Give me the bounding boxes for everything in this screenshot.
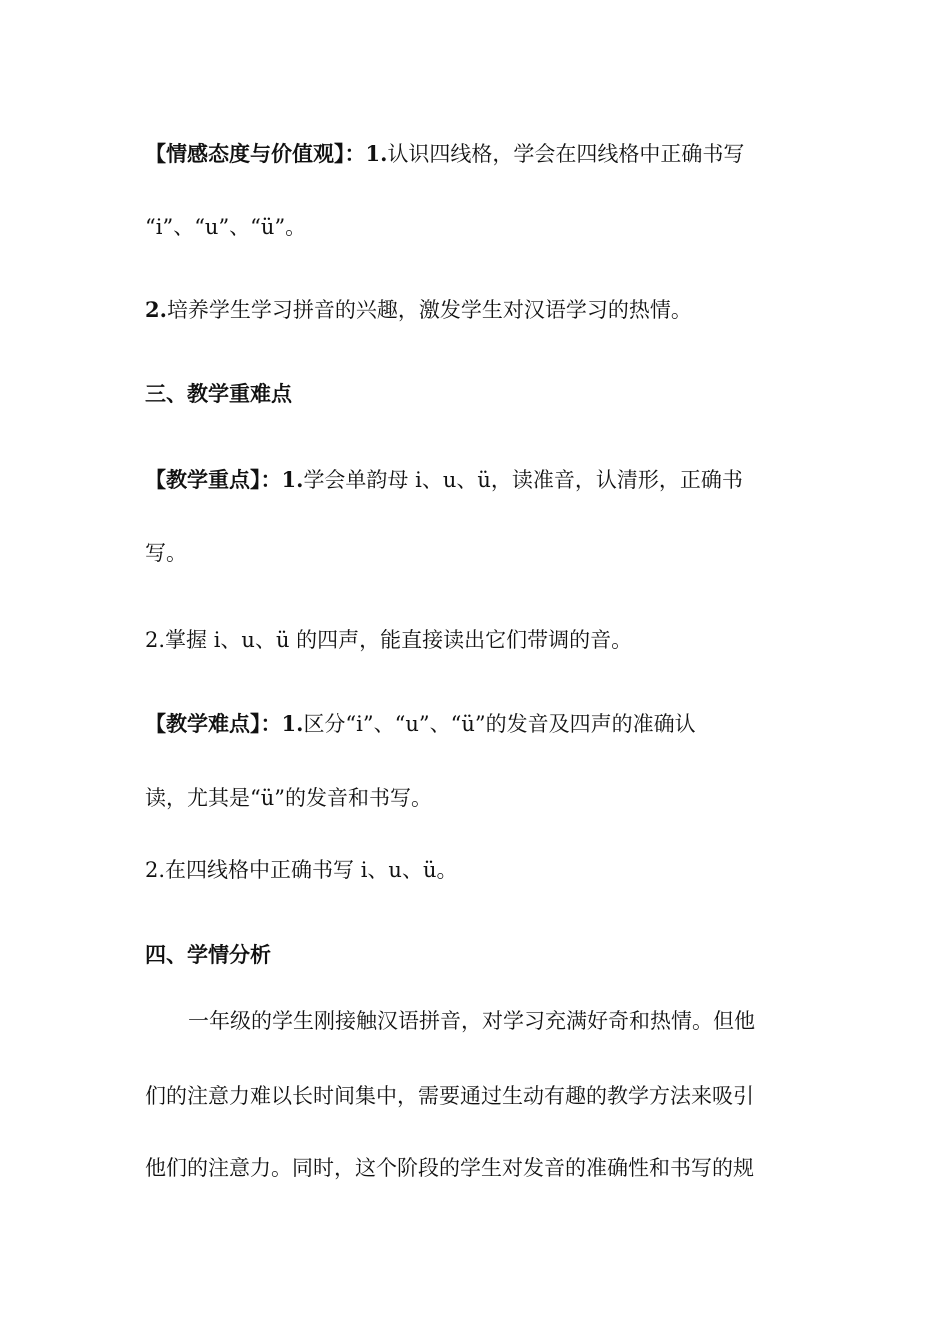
key-point-line2: 写。 xyxy=(145,541,187,565)
key-point-item2: 2.掌握 i、u、ü 的四声，能直接读出它们带调的音。 xyxy=(145,628,633,652)
difficult-point-item1-number: 1. xyxy=(281,711,304,736)
key-point-item1-text: 学会单韵母 i、u、ü，读准音，认清形，正确书 xyxy=(303,468,743,492)
difficult-point-item1-text: 区分“i”、“u”、“ü”的发音及四声的准确认 xyxy=(303,712,696,736)
emotion-item2 xyxy=(145,295,815,325)
key-point-label: 【教学重点】： xyxy=(145,467,282,492)
section-heading-key-difficult: 三、教学重难点 xyxy=(145,381,292,406)
emotion-objective-line1 xyxy=(145,139,815,169)
emotion-item1-text: 认识四线格，学会在四线格中正确书写 xyxy=(387,142,745,166)
key-point-item1-number: 1. xyxy=(281,467,304,492)
difficult-point-line2: 读，尤其是“ü”的发音和书写。 xyxy=(145,786,432,810)
emotion-objective-label: 【情感态度与价值观】： xyxy=(145,141,366,166)
difficult-point-label: 【教学难点】： xyxy=(145,711,282,736)
emotion-item2-number: 2. xyxy=(145,297,167,322)
difficult-point-item2: 2.在四线格中正确书写 i、u、ü。 xyxy=(145,858,458,882)
emotion-objective-line2: “i”、“u”、“ü”。 xyxy=(145,215,307,239)
analysis-paragraph-line1: 一年级的学生刚接触汉语拼音，对学习充满好奇和热情。但他 xyxy=(188,1009,755,1033)
section-heading-analysis: 四、学情分析 xyxy=(145,942,271,967)
key-point-line1 xyxy=(145,465,815,495)
analysis-paragraph-line3: 他们的注意力。同时，这个阶段的学生对发音的准确性和书写的规 xyxy=(145,1156,754,1180)
difficult-point-line1 xyxy=(145,709,815,739)
emotion-item2-text: 培养学生学习拼音的兴趣，激发学生对汉语学习的热情。 xyxy=(166,298,692,322)
analysis-paragraph-line2: 们的注意力难以长时间集中，需要通过生动有趣的教学方法来吸引 xyxy=(145,1084,754,1108)
emotion-item1-number: 1. xyxy=(365,141,388,166)
